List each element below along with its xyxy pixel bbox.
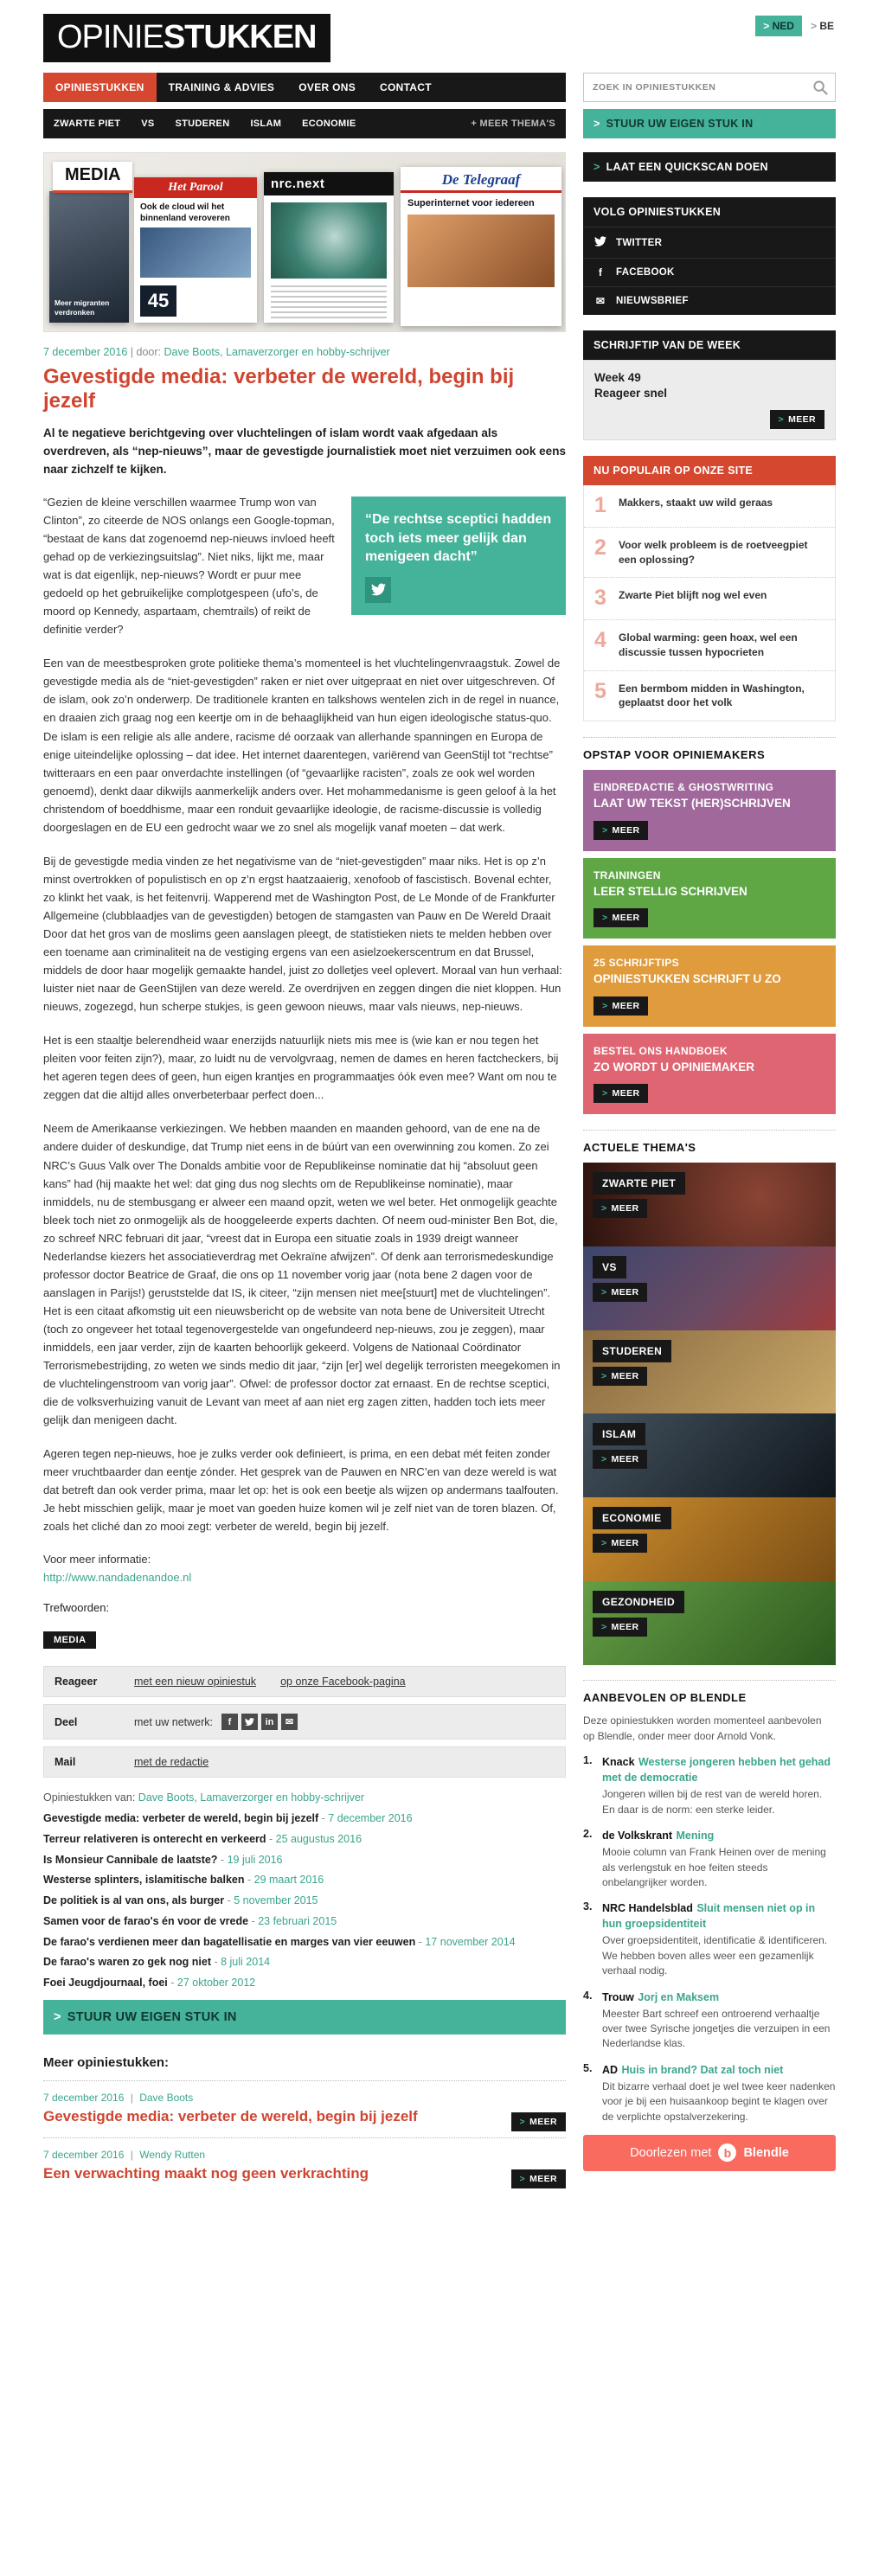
nrc-photo [271,202,387,279]
blendle-item [583,1900,836,1978]
opstap-title: ZO WORDT U OPINIEMAKER [593,1060,754,1073]
more-piece-entry [43,2080,566,2137]
more-piece-title-link[interactable]: Een verwachting maakt nog geen verkrachting [43,2165,369,2182]
author-article-item [43,1831,566,1848]
blendle-source: NRC Handelsblad [602,1902,693,1915]
opstap-category: TRAININGEN [593,868,661,881]
theme-nav-zwarte-piet[interactable]: ZWARTE PIET [54,119,121,129]
author-article-date: 7 december 2016 [328,1812,413,1825]
lang-ned-label: NED [772,20,794,32]
follow-twitter[interactable] [583,227,836,258]
follow-section [583,197,836,315]
blendle-brand-label: Blendle [743,2145,789,2160]
language-switch [755,16,836,36]
theme-label-studeren[interactable]: STUDEREN [593,1340,671,1362]
blendle-rank: 5. [583,2061,593,2074]
parool-number: 45 [140,285,176,317]
meer-label: > MEER [611,1370,639,1381]
lang-be-button[interactable] [809,16,836,36]
popular-title: Een bermbom midden in Washington, geplaatst door het volk [619,682,805,709]
twitter-icon [593,235,607,250]
theme-meer-button[interactable] [593,1199,647,1218]
author-article-item [43,1975,566,1991]
more-piece-author[interactable]: Wendy Rutten [139,2149,206,2162]
popular-item[interactable] [584,620,835,671]
lang-be-label: BE [819,20,834,32]
author-article-item [43,1913,566,1930]
popular-rank: 5 [594,678,606,703]
logo-part-1: OPINIE [57,19,164,55]
meer-label: > MEER [611,1538,639,1549]
pull-quote-text: “De rechtse sceptici hadden toch iets meer gelijk dan menigeen dacht” [365,511,552,565]
popular-title: Zwarte Piet blijft nog wel even [619,589,767,602]
article-door-label: | door: [130,346,161,358]
opstap-title: LAAT UW TEKST (HER)SCHRIJVEN [593,797,791,811]
meer-label: > MEER [612,824,640,836]
blendle-source: Trouw [602,1990,634,2003]
opstap-section [583,737,836,1114]
meer-label: > MEER [612,1088,640,1099]
article-intro: Al te negatieve berichtgeving over vluchtelingen of islam wordt vaak afgedaan als overdreven, als “nep-nieuws”, maar de gevestigde journalistiek moet niet verzuimen ook eens naar zichzelf te kijken. [43,426,566,477]
popular-item[interactable] [584,578,835,620]
blendle-item [583,2062,836,2124]
main-nav [43,73,566,102]
article-paragraph: Bij de gevestigde media vinden ze het negativisme van de “niet-gevestigden” maar niks. Het is op z’n minst overtrokken of populistisch en op z’n ergst haatzaaierig, xenofoob of fascistisch. Bovenal echter, zo klinkt het vaak, is het feitenvrij. Wapperend met de Washington Post, de Le Monde of de Frankfurter Allgemeine (clubblaadjes van de gevestigden) betogen de stamgasten van Pauw en De Wereld Draait Door dat het gros van de moslims geen aanslagen pleegt, de statistieken niets te melden hebben over een toename aan criminaliteit na de vestiging ergens van een asielzoekerscentrum en dat Brussel, middels de door haar mogelijk gemaakte handel, juist zo dolletjes veel oplevert. Moraal van hun verhaal: luister niet naar de GeenStijlen van deze wereld. Ze overdrijven en zeggen dingen die niet kloppen. Hun nieuws, zogezegd, hun scherpe stukjes, is geen gewoon nieuws, maar vals nieuws, nep-nieuws. [43,854,562,1014]
blendle-title-link[interactable]: Sluit mensen niet op in hun groepsidentiteit [602,1902,816,1931]
author-article-item [43,1872,566,1888]
opstap-block-eindredact[interactable] [583,770,836,851]
author-article-date: 17 november 2014 [425,1935,516,1948]
themes-collage [583,1163,836,1664]
more-piece-title-link[interactable]: Gevestigde media: verbeter de wereld, begin bij jezelf [43,2107,418,2124]
more-info [43,1551,566,1587]
opstap-meer-button[interactable] [593,821,648,840]
facebook-icon: f [598,266,603,279]
themes-heading: ACTUELE THEMA'S [583,1130,836,1163]
author-article-date: 29 maart 2016 [253,1874,324,1887]
author-article-date: 25 augustus 2016 [275,1832,363,1845]
follow-nieuwsbrief[interactable] [583,286,836,315]
theme-segment-gezondheid [583,1581,836,1665]
more-info-label: Voor meer informatie: [43,1553,151,1567]
respond-row-reageer [43,1666,566,1697]
author-article-date: 19 juli 2016 [227,1853,283,1866]
mail-label: Mail [55,1756,76,1769]
author-article-link[interactable]: Is Monsieur Cannibale de laatste? - [43,1854,228,1866]
follow-nieuwsbrief-label: NIEUWSBRIEF [616,296,689,306]
sidebar [583,152,836,2187]
newspaper-parool [134,177,257,323]
theme-segment-vs [583,1246,836,1330]
newspaper-nrc [264,172,394,323]
share-facebook-icon[interactable]: f [221,1714,238,1730]
blendle-description: Meester Bart schreef een ontroerend verhaaltje over twee Syrische jongetjes die verzuipen in een Nederlandse klas. [602,2007,831,2050]
opstap-heading: OPSTAP VOOR OPINIEMAKERS [583,737,836,770]
keywords-label: Trefwoorden: [43,1601,110,1615]
meer-label: > MEER [529,2116,557,2127]
theme-nav [43,109,566,138]
site-header [43,0,836,73]
theme-label-islam[interactable]: ISLAM [593,1423,645,1445]
more-piece-entry [43,2137,566,2195]
newspaper-telegraaf [401,167,561,326]
meer-label: > MEER [611,1287,639,1298]
theme-nav-vs[interactable]: VS [141,119,155,129]
author-articles-heading [43,1791,566,1804]
follow-facebook-label: FACEBOOK [616,267,675,278]
blendle-description: Over groepsidentiteit, identificatie & identificeren. We hebben boven alles weer een gezamenlijk verhaal nodig. [602,1934,828,1977]
quickscan-button[interactable] [583,152,836,182]
opstap-block-schrijftips[interactable] [583,945,836,1027]
author-article-link[interactable]: Westerse splinters, islamitische balken - [43,1874,254,1886]
article-meta [43,346,566,358]
theme-segment-economie [583,1497,836,1581]
theme-label-economie[interactable]: ECONOMIE [593,1507,671,1529]
deel-label: Deel [55,1715,78,1728]
nav-item-training-advies[interactable]: TRAINING & ADVIES [168,81,275,93]
article-paragraph: “Gezien de kleine verschillen waarmee Trump won van Clinton”, zo citeerde de NOS onlangs een Google-topman, “bestaat de kans dat zogenoemd nep-nieuws invloed heeft gehad op de verkiezingsuitslag”. Niet niks, lijkt me, maar wat is dat eigenlijk, nep-nieuws? Wordt er puur mee gedoeld op het gebruikelijke complotgespeen (ufo’s, de moord op Kennedy, aspartaam, chemtrails) of reikt de definitie verder? [43,495,335,637]
follow-twitter-label: TWITTER [616,237,663,248]
popular-rank: 4 [594,628,606,653]
blendle-title-link[interactable]: Westerse jongeren hebben het gehad met de democratie [602,1756,831,1785]
blendle-rank: 1. [583,1754,593,1767]
opstap-category: BESTEL ONS HANDBOEK [593,1044,728,1057]
meer-label: > MEER [611,1621,639,1632]
author-article-link[interactable]: De farao's waren zo gek nog niet - [43,1956,221,1968]
theme-meer-button[interactable] [593,1283,647,1302]
author-article-date: 8 juli 2014 [221,1956,271,1969]
opstap-block-trainingen[interactable] [583,858,836,939]
author-article-item [43,1810,566,1827]
blendle-read-button[interactable] [583,2135,836,2171]
follow-heading: VOLG OPINIESTUKKEN [583,197,836,227]
respond-section [43,1666,566,1778]
blendle-description: Dit bizarre verhaal doet je wel twee keer nadenken voor je bij een huisaankoop begint te klagen over de verplichte opstalverzekering. [602,2079,836,2123]
article-paragraph: Neem de Amerikaanse verkiezingen. We hebben maanden en maanden gehoord, van de ene na de andere duider of deskundige, dat Trump niet eens in de búúrt van een overwinning zou komen. Zo zei NRC’s Guus Valk over The Donalds ambitie voor de Republikeinse nominatie dat hij “absoluut geen kans” had (hij maakte het wel: dat ging dus nog slechts om de Republikeinse nominatie), maar inmiddels, nu de stembusgang er alweer een maand opzit, weten we wel beter. Het onmogelijk geachte bleek toch niet zo onmogelijk als de hooggeleerde experts dachten. Of neem oud-minister Ben Bot, die, zo schreef NRC februari dit jaar, “vreest dat in Europa een situatie zoals in 1939 dreigt wanneer Nederlandse kiezers het associatieverdrag met Oekraïne afwijzen”. Of denk aan terrorismedeskundige professor doctor Beatrice de Graaf, die ons op 11 november vorig jaar (nota bene 2 dagen voor de aanslagen in Parijs!) geruststelde dat IS, ik citeer, “zijn mensen niet mee[stuurt] met de vluchtelingen”. Het is een citaat afkomstig uit een nieuwsbericht op de website van nota bene de Universiteit Utrecht (toch zo ongeveer het totaal tegenovergestelde van ongefundeerd nep-nieuws, zou je zeggen), maar inmiddels, een jaar verder, zijn de kaarten behoorlijk gekeerd. Volgens de Nationaal Coördinator Terrorismebestrijding, zo weten we sinds medio dit jaar, “zijn [er] wel degelijk terroristen meegekomen in de vluchtelingenstroom van vorig jaar”. Ofwel: de professor doctor zat ernaast. En de rechtse sceptici, die de volksverhuizing vanuit de Levant van meet af aan niet erg zagen zitten, hadden toch iets meer gelijk dan menigeen dacht. [43,1122,561,1427]
meer-label: > MEER [611,1454,639,1465]
nav-item-opiniestukken[interactable]: OPINIESTUKKEN [43,73,157,102]
blendle-section [583,1680,836,2170]
author-article-link[interactable]: De farao's verdienen meer dan bagatellisatie en marges van vier eeuwen - [43,1936,425,1948]
share-icons [221,1714,298,1730]
popular-item[interactable] [584,485,835,528]
blendle-description: Jongeren willen bij de rest van de wereld horen. En daar is de norm: een sterke leider. [602,1788,823,1816]
search-input[interactable] [584,74,835,101]
submit-piece-button-bottom[interactable] [43,2000,566,2035]
share-twitter-icon[interactable] [241,1714,258,1730]
follow-facebook[interactable] [583,258,836,286]
respond-row-deel [43,1704,566,1740]
blendle-intro: Deze opiniestukken worden momenteel aanbevolen op Blendle, onder meer door Arnold Vonk. [583,1714,822,1743]
more-pieces [43,2055,566,2195]
lang-ned-button[interactable] [755,16,802,36]
meer-label: > MEER [612,1000,640,1011]
share-linkedin-icon[interactable]: in [261,1714,278,1730]
meer-label: > MEER [612,913,640,924]
meer-label: > MEER [788,414,816,425]
theme-meer-button[interactable] [593,1367,647,1386]
top-navigation [43,73,836,138]
author-article-link[interactable]: De politiek is al van ons, als burger - [43,1894,234,1906]
reageer-label: Reageer [55,1676,98,1688]
theme-nav-studeren[interactable]: STUDEREN [175,119,230,129]
article-body [43,493,566,1535]
opstap-meer-button[interactable] [593,1084,648,1103]
more-piece-meta [43,2149,566,2161]
tweet-quote-button[interactable] [365,577,391,603]
meer-label: > MEER [529,2174,557,2185]
popular-title: Global warming: geen hoax, wel een discussie tussen hypocrieten [619,631,798,658]
article-author-link[interactable]: Dave Boots, Lamaverzorger en hobby-schrijver [164,346,390,358]
author-article-link[interactable]: Foei Jeugdjournaal, foei - [43,1977,177,1989]
blendle-source: AD [602,2063,619,2076]
theme-label-vs[interactable]: VS [593,1256,626,1278]
theme-meer-button[interactable] [593,1534,647,1553]
newspaper-left-caption: Meer migranten verdronken [55,298,110,317]
author-articles-author-link[interactable]: Dave Boots, Lamaverzorger en hobby-schrijver [138,1791,365,1804]
opstap-meer-button[interactable] [593,908,648,927]
search-icon[interactable] [812,80,829,96]
theme-segment-studeren [583,1330,836,1414]
blendle-source: de Volkskrant [602,1829,673,1842]
more-piece-meer-button[interactable] [511,2169,566,2188]
telegraaf-photo [407,215,555,287]
blendle-heading: AANBEVOLEN OP BLENDLE [583,1680,836,1713]
schrijftip-week: Week 49 [594,371,641,384]
keywords [43,1601,566,1614]
blendle-title-link[interactable]: Huis in brand? Dat zal toch niet [621,2063,784,2076]
theme-nav-more[interactable]: + MEER THEMA'S [471,119,555,129]
blendle-source: Knack [602,1756,635,1769]
article-title: Gevestigde media: verbeter de wereld, begin bij jezelf [43,365,515,413]
author-article-link[interactable]: Terreur relativeren is onterecht en verkeerd - [43,1833,276,1845]
nrc-masthead: nrc.next [264,172,394,195]
logo-part-2: STUKKEN [163,19,317,55]
nrc-text-lines [271,285,387,322]
popular-section [583,456,836,721]
more-piece-author[interactable]: Dave Boots [139,2091,194,2104]
site-logo[interactable] [43,14,330,62]
popular-rank: 1 [594,493,606,517]
theme-label-gezondheid[interactable]: GEZONDHEID [593,1591,684,1613]
site-search [583,73,836,102]
popular-title: Makkers, staakt uw wild geraas [619,497,773,509]
meta-divider: | [130,2091,133,2104]
schrijftip-heading: SCHRIJFTIP VAN DE WEEK [583,330,836,360]
blendle-rank: 2. [583,1828,593,1841]
opstap-title: OPINIESTUKKEN SCHRIJFT U ZO [593,972,781,986]
author-article-date: 5 november 2015 [234,1894,318,1907]
theme-label-zwarte-piet[interactable]: ZWARTE PIET [593,1172,685,1195]
author-articles-prefix: Opiniestukken van: [43,1791,136,1804]
meer-label: > MEER [611,1203,639,1214]
article-hero-image [43,152,566,332]
more-piece-date[interactable]: 7 december 2016 [43,2149,125,2162]
schrijftip-body [583,360,836,440]
popular-list [583,485,836,721]
opstap-block-handboek[interactable] [583,1034,836,1115]
author-article-item [43,1954,566,1970]
blendle-description: Mooie column van Frank Heinen over de mening als verlengstuk en hoe feiten steeds onbelangrijker worden. [602,1846,826,1889]
more-info-link[interactable]: http://www.nandadenandoe.nl [43,1571,192,1585]
quickscan-label: > LAAT EEN QUICKSCAN DOEN [606,161,768,173]
keyword-tags [43,1631,566,1649]
more-piece-meta [43,2092,566,2104]
parool-photo [140,227,251,278]
share-email-icon[interactable]: ✉ [281,1714,298,1730]
blendle-item [583,1828,836,1890]
author-article-date: 23 februari 2015 [258,1914,337,1927]
twitter-icon [371,582,386,597]
opstap-title: LEER STELLIG SCHRIJVEN [593,884,747,898]
more-piece-meer-button[interactable] [511,2112,566,2131]
opstap-category: 25 SCHRIJFTIPS [593,957,679,970]
article-paragraph: Het is een staaltje belerendheid waar enerzijds natuurlijk niets mis mee is (wie kan er nou tegen het pleiten voor feiten zijn?), maar, zo luidt nu de vervolgvraag, nemen de dames en heren factcheckers, bij het ageren tegen dees of geen, hun eigen krantjes en programmaatjes óók even mee? Want om nou te zeggen dat die altijd alles onverbeterbaar perfect doen... [43,1034,559,1102]
telegraaf-masthead: De Telegraaf [401,167,561,193]
popular-item[interactable] [584,528,835,579]
telegraaf-headline: Superinternet voor iedereen [407,198,535,208]
blendle-rank: 3. [583,1900,593,1913]
opstap-meer-button[interactable] [593,996,648,1016]
article-paragraph: Een van de meestbesproken grote politieke thema’s momenteel is het vluchtelingenvraagstuk. Zowel de gevestigde media als de “niet-gevestigden” raken er niet over uitgepraat en niet over uitgeschreven. Of de islam, ook zo’n onderwerp. De traditionele kranten en talkshows wentelen zich in de regel in nuance, en draaien zich graag nog een keertje om in de behaaglijkheid van hun eigen ideologische status-quo. De islam is een religie als alle andere, racisme dé oorzaak van allerhande spanningen en Europa de enige uiteindelijke oplossing – dat idee. Het internet daarentegen, variërend van GeenStijl tot “rechtse” twitteraars en een paar onverdachte instellingen (of “gevaarlijke racisten”, zoals ze ook wel worden genoemd), denkt daar dikwijls aanmerkelijk anders over. Het mohammedanisme is geen geloof à la het christendom of boeddhisme, maar een ronduit gevaarlijke ideologie, de racisme-discussie is volledig doorgeslagen en de EU een gedrocht waar we zo snel als mogelijk vanaf moeten – dat werk. [43,657,561,834]
blendle-button-prefix: Doorlezen met [630,2145,712,2160]
blendle-item [583,1754,836,1817]
parool-masthead: Het Parool [134,177,257,198]
popular-heading: NU POPULAIR OP ONZE SITE [583,456,836,485]
schrijftip-tip: Reageer snel [594,387,668,400]
submit-piece-label: > STUUR UW EIGEN STUK IN [606,118,754,130]
opstap-category: EINDREDACTIE & GHOSTWRITING [593,781,774,794]
submit-piece-button-top[interactable] [583,109,836,138]
popular-item[interactable] [584,671,835,721]
author-article-date: 27 oktober 2012 [176,1977,256,1990]
popular-rank: 3 [594,586,606,611]
author-article-link[interactable]: Samen voor de farao's én voor de vrede - [43,1915,258,1927]
newspaper-left [49,191,129,323]
blendle-title-link[interactable]: Jorj en Maksem [638,1990,720,2003]
media-category-tag: MEDIA [53,162,132,193]
respond-row-mail [43,1746,566,1778]
theme-nav-economie[interactable]: ECONOMIE [302,119,356,129]
deel-network-text: met uw netwerk: [134,1715,214,1728]
more-pieces-heading: Meer opiniestukken: [43,2054,170,2070]
author-article-link[interactable]: Gevestigde media: verbeter de wereld, begin bij jezelf - [43,1812,328,1824]
keyword-tag-media[interactable]: MEDIA [43,1631,96,1649]
more-piece-date[interactable]: 7 december 2016 [43,2091,125,2104]
submit-piece-label: > STUUR UW EIGEN STUK IN [67,2009,237,2024]
author-article-item [43,1893,566,1909]
popular-rank: 2 [594,535,606,560]
nav-item-over-ons[interactable]: OVER ONS [298,81,356,93]
nav-item-contact[interactable]: CONTACT [380,81,432,93]
blendle-rank: 4. [583,1989,593,2002]
schrijftip-section [583,330,836,440]
pull-quote [351,497,566,615]
parool-headline: Ook de cloud wil het binnenland veroveren [140,202,230,223]
article-date-link[interactable]: 7 december 2016 [43,346,128,358]
article-column [43,152,566,2195]
themes-section [583,1130,836,1664]
author-article-item [43,1934,566,1951]
schrijftip-meer-button[interactable] [770,410,824,429]
popular-title: Voor welk probleem is de roetveegpiet een oplossing? [619,538,808,566]
reageer-facebook-link[interactable]: op onze Facebook-pagina [280,1676,406,1688]
envelope-icon: ✉ [595,295,606,307]
blendle-logo-icon: b [718,2143,736,2162]
blendle-title-link[interactable]: Mening [676,1829,715,1842]
article-paragraph: Ageren tegen nep-nieuws, hoe je zulks verder ook definieert, is prima, en een debat mét feiten zonder meer vruchtbaarder dan eentje zónder. Het gesprek van de Pauwen en NRC’en van deze wereld is wat dat betreft dan ook verder prima, maar let op: het is ook een beetje als wijzen op andermans taalfouten. Je hebt misschien gelijk, maar je moet van goeden huize komen wil je zelf niet van de toren blazen. Of, zoals het cliché dan zo mooi zegt: verbeter de wereld, begin bij jezelf. [43,1447,559,1534]
reageer-new-piece-link[interactable]: met een nieuw opiniestuk [134,1676,257,1688]
theme-segment-islam [583,1413,836,1497]
author-articles [43,1791,566,1991]
theme-nav-islam[interactable]: ISLAM [250,119,282,129]
mail-redactie-link[interactable]: met de redactie [134,1756,209,1769]
theme-meer-button[interactable] [593,1618,647,1637]
theme-meer-button[interactable] [593,1450,647,1469]
meta-divider: | [130,2149,133,2162]
author-article-item [43,1852,566,1868]
blendle-item [583,1990,836,2052]
theme-segment-zwarte-piet [583,1163,836,1246]
